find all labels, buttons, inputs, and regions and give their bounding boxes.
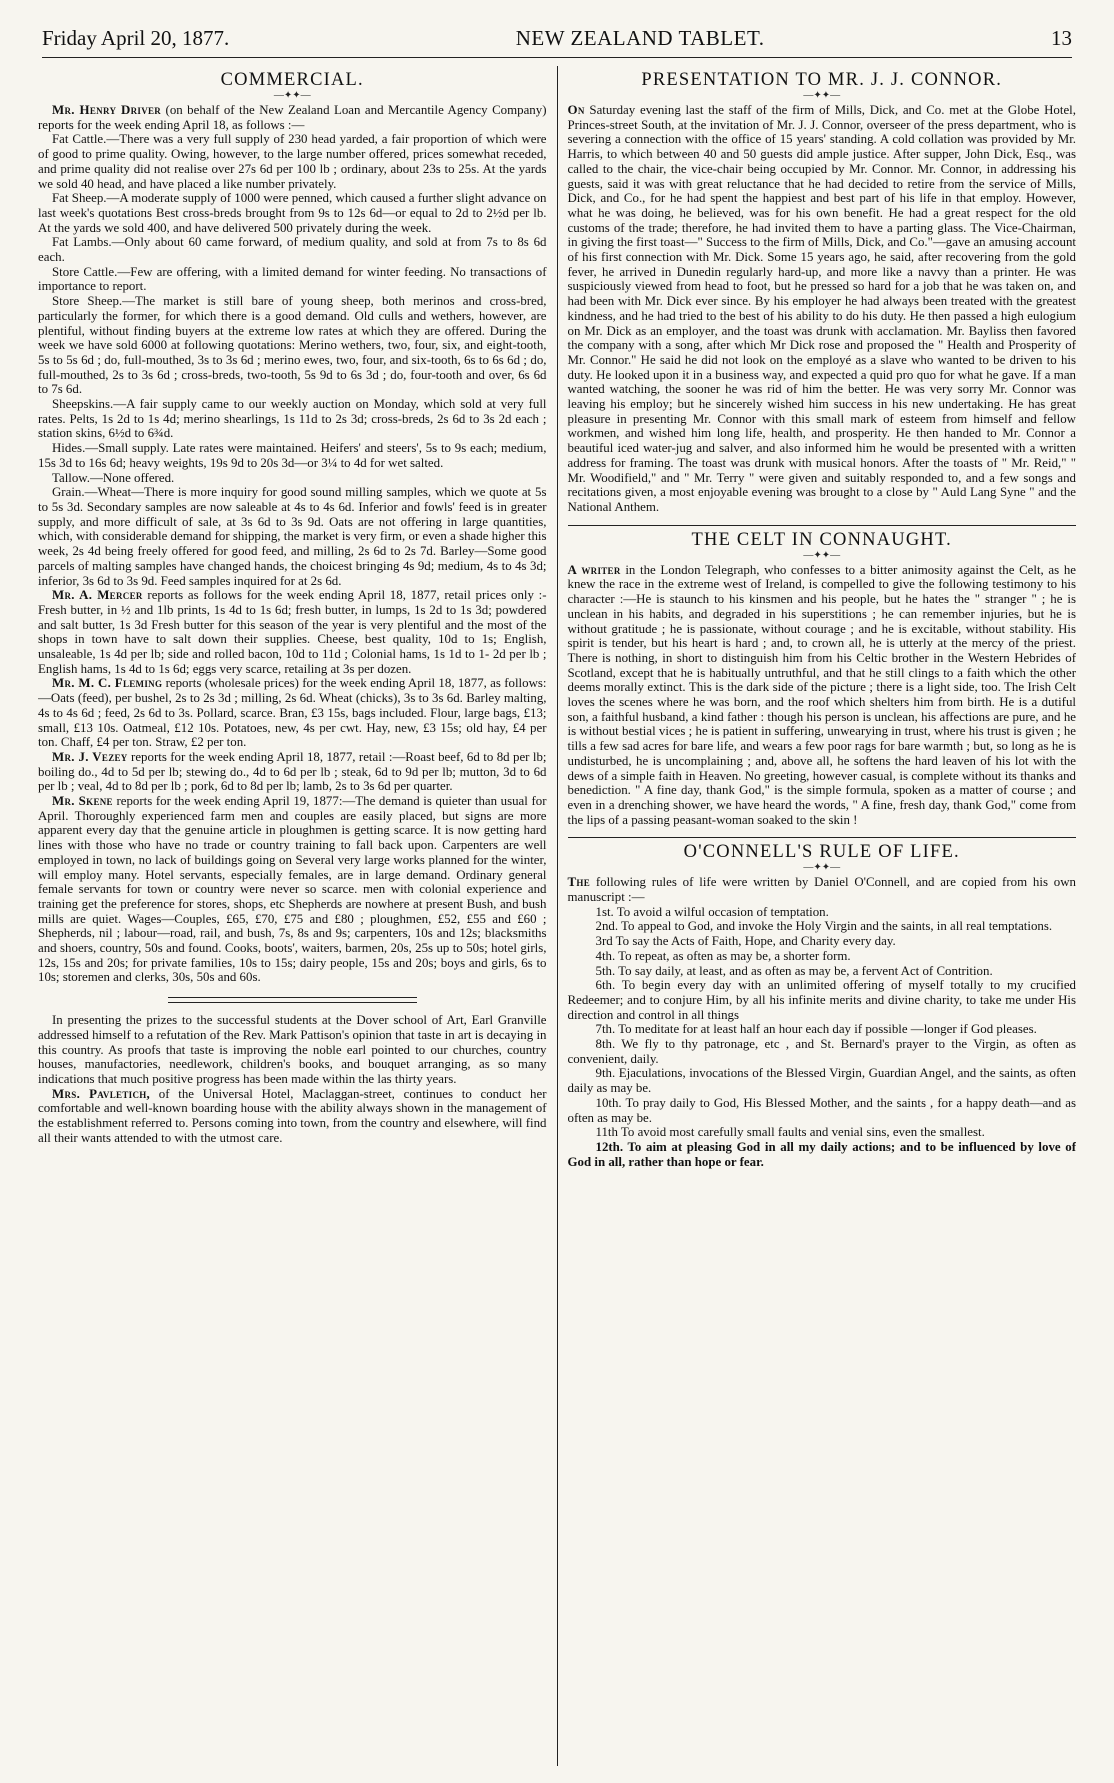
issue-date: Friday April 20, 1877. bbox=[42, 26, 230, 50]
commercial-paragraph bbox=[38, 397, 547, 441]
rule-item: 5th. To say daily, at least, and as often as may be, a fervent Act of Contrition. bbox=[595, 963, 993, 978]
rule-item: 10th. To pray daily to God, His Blessed Mother, and the saints , for a happy death—and as often as may be. bbox=[567, 1095, 1076, 1125]
paragraph-text: Store Sheep.—The market is still bare of young sheep, both merinos and cross-bred, particularly the former, for which there is a good demand. Old culls and wethers, however, are plentiful, without finding buyers at the extreme low rates at which they are offered. During the week we have sold 6000 at following quotations: Merino wethers, two, four, six, and eight-tooth, 5s to 5s 6d ; do, full-mouthed, 3s to 3s 6d ; merino ewes, two, four, and six-tooth, 6s to 6s 6d ; do, full-mouthed, 2s to 3s 6d ; cross-breds, two-tooth, 5s 9d to 6s 3d ; do, four-tooth and over, 6s 6d to 7s 6d. bbox=[38, 294, 547, 397]
rule-item: 4th. To repeat, as often as may be, a shorter form. bbox=[595, 948, 851, 963]
presentation-text: Saturday evening last the staff of the firm of Mills, Dick, and Co. met at the Globe Hotel, Princes-street South, at the invitation of Mr. J. J. Connor, overseer of the press department, who is severing a connection with the office of 15 years' standing. A cold collation was provided by Mr. Harris, to which between 40 and 50 guests did ample justice. After supper, John Dick, Esq., was called to the chair, the vice-chair being occupied by Mr. Connor. Mr. Connor, in addressing his guests, said it was with great reluctance that he had decided to retire from the service of Mills, Dick, and Co., for he had spent the happiest and best part of his life in that employ. However, what he was doing, he believed, was for his own benefit. He had a great respect for the old customs of the trade; therefore, he had invited them to have a parting glass. The Vice-Chairman, in giving the first toast—" Success to the firm of Mills, Dick, and Co."—gave an amusing account of his first connection with Mr. Dick. Some 15 years ago, he said, after recovering from the gold fever, he arrived in Dunedin regularly hard-up, and more like a navvy than a printer. He was suspiciously viewed from head to foot, but he pressed so hard for a job that he was taken on, and had been with Mr. Dick ever since. By his employer he had always been treated with the greatest kindness, and he had tried to the best of his ability to do his duty. He then passed a high eulogium on Mr. Dick as an employer, and the toast was drunk with acclamation. Mr. Bayliss then favored the company with a song, after which Mr Dick rose and proposed the " Health and Prosperity of Mr. Connor." He said he did not look on the employé as a slave who wanted to be driven to his duty. He looked upon it in a business way, and expected a quid pro quo for what he gave. If a man wanted watching, the sooner he was rid of him the better. He was very sorry Mr. Connor was leaving his employ; but he sincerely wished him success in his new undertaking. He has great pleasure in presenting Mr. Connor with this small mark of esteem from himself and fellow workmen, and wished him long life, health, and prosperity. He then handed to Mr. Connor a beautiful iced water-jug and salver, and also informed him he would be presented with a written address for framing. The toast was drunk with musical honors. After the toasts of " Mr. Reid," " Mr. Woodifield," and " Mr. Terry " were given and suitably responded to, and a few songs and recitations given, a most enjoyable evening was brought to a close by " Auld Lang Syne " and the National Anthem. bbox=[567, 103, 1076, 514]
commercial-paragraph bbox=[38, 103, 547, 132]
commercial-paragraph bbox=[38, 750, 547, 794]
section-rule bbox=[568, 525, 1077, 526]
commercial-body bbox=[38, 103, 547, 985]
heading-ornament: —✦✦— bbox=[273, 90, 311, 101]
pavletich-paragraph bbox=[38, 1087, 547, 1146]
pavletich-text: of the Universal Hotel, Maclaggan-street, continues to conduct her comfortable and well-known boarding house with the ability always shown in the management of the establishment referred to. Persons coming into town, from the country and elsewhere, will find all their wants attended to with the utmost care. bbox=[38, 1086, 547, 1145]
reporter-name: Mr. Skene bbox=[52, 794, 113, 809]
rule-item: 8th. We fly to thy patronage, etc , and St. Bernard's prayer to the Virgin, as often as convenient, daily. bbox=[567, 1037, 1076, 1066]
commercial-paragraph bbox=[38, 132, 547, 191]
right-column bbox=[558, 66, 1077, 1766]
paragraph-text: Sheepskins.—A fair supply came to our weekly auction on Monday, which sold at very full rates. Pelts, 1s 2d to 1s 4d; merino shearlings, 1s 11d to 2s 3d; cross-breds, 2s 6d to 3s 2d each ; station skins, 6½d to 6¾d. bbox=[38, 397, 547, 441]
commercial-paragraph bbox=[38, 294, 547, 397]
celt-text: in the London Telegraph, who confesses to a bitter animosity against the Celt, as he knew the race in the extreme west of Ireland, is compelled to give the following testimony to his character :—He is staunch to his kinsmen and his people, but he hates the " stranger " ; he is unclean in his habits, and degraded in his superstitions ; he can remember injuries, but he is without gratitude ; he is passionate, without courage ; and he is excitable, without stability. His spirit is tender, but his heart is hard ; and, to crown all, he is utterly at the mercy of the priest. There is nothing, in short to distinguish him from his Celtic brother in the Western Hebrides of Scotland, except that he is habitually untruthful, and that he still clings to a faith which the other deems morally extinct. This is the dark side of the picture ; there is a light side, too. The Irish Celt loves the scenes where he was born, and the roof which shelters him from birth. He is a dutiful son, a faithful husband, a kind father : though his person is unclean, his affections are pure, and he is without bestial vices ; he is patient in suffering, unwearying in trust, where his trust is given ; he tills a few sad acres for bare life, and wears a few poor rags for bare warmth ; but, so long as he is undisturbed, he is uncomplaining ; and, above all, he softens the hard leaven of his lot with the dews of a simple faith in Heaven. No greeting, however casual, is complete without its thanks and benediction. " A fine day, thank God," is the simple formula, spoken as a matter of course ; and even in a drenching shower, we have heard the words, " A fine, fresh day, thank God," come from the lips of a passing peasant-woman soaked to the skin ! bbox=[567, 562, 1076, 827]
rule-item: 11th To avoid most carefully small faults and venial sins, even the smallest. bbox=[595, 1125, 985, 1140]
oconnell-heading: O'CONNELL'S RULE OF LIFE. bbox=[683, 842, 960, 863]
paragraph-text: Fat Sheep.—A moderate supply of 1000 were penned, which caused a further slight advance on last week's quotations Best cross-breds brought from 9s to 12s 6d—or equal to 2d to 2½d per lb. At the yards we sold 400, and have delivered 500 privately during the week. bbox=[38, 191, 547, 235]
celt-lead: A writer bbox=[567, 562, 621, 577]
commercial-paragraph bbox=[38, 588, 547, 676]
oconnell-rules bbox=[568, 905, 1077, 1170]
rule-item: 6th. To begin every day with an unlimited offering of myself totally to my crucified Redeemer; and to conjure Him, by all his infinite merits and divine charity, to take me under His direction and control in all things bbox=[567, 978, 1076, 1022]
publication-title: NEW ZEALAND TABLET. bbox=[515, 26, 765, 50]
paragraph-text: (on behalf of the New Zealand Loan and Mercantile Agency Company) reports for the week ending April 18, as follows :— bbox=[38, 103, 547, 132]
commercial-paragraph bbox=[38, 265, 547, 294]
oconnell-intro bbox=[568, 875, 1077, 904]
paragraph-text: Tallow.—None offered. bbox=[52, 470, 175, 485]
section-rule bbox=[568, 837, 1077, 838]
presentation-lead: On bbox=[567, 103, 585, 117]
double-rule bbox=[168, 997, 417, 1003]
commercial-paragraph bbox=[38, 485, 547, 588]
paragraph-text: Fat Lambs.—Only about 60 came forward, of medium quality, and sold at from 7s to 8s 6d each. bbox=[38, 235, 547, 265]
commercial-paragraph bbox=[38, 676, 547, 750]
celt-heading: THE CELT IN CONNAUGHT. bbox=[691, 529, 952, 550]
rule-item: 2nd. To appeal to God, and invoke the Holy Virgin and the saints, in all real temptations. bbox=[595, 919, 1053, 934]
paragraph-text: Grain.—Wheat—There is more inquiry for good sound milling samples, which we quote at 5s to 5s 3d. Secondary samples are now saleable at 4s to 4s 6d. Inferior and fowls' feed is in greater supply, and more difficult of sale, at 3s 6d to 3s 9d. Oats are not offering in large quantities, which, with considerable demand for shipping, the market is very firm, or even a shade higher this week, 2s 4d being freely offered for good feed, and milling, 2s 6d to 2s 7d. Barley—Some good parcels of malting samples have changed hands, the choicest bringing 4s 9d; medium, 4s to 4s 3d; inferior, 3s 6d to 3s 9d. Feed samples inquired for at 2s 6d. bbox=[38, 485, 547, 588]
paragraph-text: Hides.—Small supply. Late rates were maintained. Heifers' and steers', 5s to 9s each; medium, 15s 3d to 16s 6d; heavy weights, 19s 9d to 20s 3d—or 3¼ to 4d for wet salted. bbox=[38, 441, 547, 470]
rule-item: 12th. To aim at pleasing God in all my daily actions; and to be influenced by love of God in all, rather than hope or fear. bbox=[567, 1140, 1076, 1169]
commercial-paragraph bbox=[38, 471, 547, 486]
paragraph-text: Fat Cattle.—There was a very full supply of 230 head yarded, a fair proportion of which were of good to prime quality. Owing, however, to the large number offered, prices somewhat receded, and prime quality did not realise over 27s 6d per 100 lb ; ordinary, about 23s to 25s. At the yards we sold 40 head, and have placed a like number privately. bbox=[38, 132, 547, 191]
reporter-name: Mr. J. Vezey bbox=[52, 749, 128, 764]
heading-ornament: —✦✦— bbox=[803, 90, 841, 101]
rule-item: 1st. To avoid a wilful occasion of temptation. bbox=[595, 904, 829, 919]
paragraph-text: Store Cattle.—Few are offering, with a limited demand for winter feeding. No transactions of importance to report. bbox=[38, 264, 547, 294]
oconnell-lead: The bbox=[567, 875, 591, 890]
commercial-paragraph bbox=[38, 235, 547, 264]
reporter-name: Mr. M. C. Fleming bbox=[52, 676, 163, 691]
celt-article bbox=[568, 563, 1077, 828]
paragraph-text: reports (wholesale prices) for the week ending April 18, 1877, as follows:—Oats (feed), per bushel, 2s to 2s 3d ; milling, 2s 6d. Wheat (chicks), 3s to 3s 6d. Barley malting, 4s to 4s 6d ; feed, 2s 6d to 3s. Pollard, scarce. Bran, £3 15s, bags included. Flour, large bags, £13; small, £13 10s. Oatmeal, £12 10s. Potatoes, new, 4s per cwt. Hay, new, £3 15s; old hay, £4 per ton. Chaff, £4 per ton. Straw, £2 per ton. bbox=[38, 676, 547, 750]
commercial-paragraph bbox=[38, 441, 547, 470]
commercial-paragraph bbox=[38, 794, 547, 985]
art-paragraph: In presenting the prizes to the successful students at the Dover school of Art, Earl Granville addressed himself to a refutation of the Rev. Mark Pattison's opinion that taste in art is decaying in this country. As proofs that taste is improving the noble earl pointed to our churches, country houses, manufactories, needlework, children's books, and bouquet arranging, as so many indications that much positive progress has been made within the las thirty years. bbox=[38, 1013, 547, 1086]
masthead bbox=[42, 26, 1072, 58]
paragraph-text: reports as follows for the week ending April 18, 1877, retail prices only :- Fresh butter, in ½ and 1lb prints, 1s 4d to 1s 6d; fresh butter, in lumps, 1s 2d to 1s 3d; powdered and salt butter, 1s 3d Fresh butter for this season of the year is very plentiful and the most of the shops in town have to salt down their supplies. Cheese, best quality, 10d to 1s; English, unsaleable, 1s 4d per lb; side and rolled bacon, 10d to 11d ; Colonial hams, 1s 1d to 1- 2d per lb ; English hams, 1s 4d to 1s 6d; eggs very scarce, retailing at 3s per dozen. bbox=[38, 588, 547, 676]
presentation-article bbox=[568, 103, 1077, 515]
commercial-paragraph bbox=[38, 191, 547, 235]
commercial-heading: COMMERCIAL. bbox=[220, 70, 364, 90]
heading-ornament: —✦✦— bbox=[803, 549, 841, 561]
oconnell-intro-text: following rules of life were written by Daniel O'Connell, and are copied from his own manuscript :— bbox=[567, 875, 1076, 905]
paragraph-text: reports for the week ending April 19, 1877:—The demand is quieter than usual for April. Thoroughly experienced farm men and couples are easily placed, but signs are more apparent every day that the genuine article in ploughmen is getting scarce. It is now getting hard lines with those who have no trade or country training to fall back upon. Carpenters are well employed in town, no lack of buildings going on Several very large works planned for the winter, will employ many. Hotel servants, especially females, are in large demand. Ordinary general female servants for town or country were never so scarce. men with colonial experience and training get the preference for stores, shops, etc Shepherds are nowhere at present Bush, and bush mills are quiet. Wages—Couples, £65, £70, £75 and £80 ; ploughmen, £52, £55 and £60 ; Shepherds, nil ; labour—road, rail, and bush, 7s, 8s and 9s; carpenters, 10s and 12s; blacksmiths and shoers, country, 50s and found. Cooks, boots', waiters, barmen, 20s, 25s up to 50s; hotel girls, 12s, 15s and 20s; for private families, 10s to 15s; dairy people, 15s and 20s; boys and girls, 6s to 10s; storemen and clerks, 30s, 50s and 60s. bbox=[38, 794, 547, 985]
paragraph-text: reports for the week ending April 18, 1877, retail :—Roast beef, 6d to 8d per lb; boiling do., 4d to 5d per lb; stewing do., 4d to 6d per lb ; steak, 6d to 9d per lb; mutton, 3d to 6d per lb ; veal, 4d to 8d per lb ; pork, 6d to 8d per lb; lamb, 2s to 3s 6d per quarter. bbox=[38, 749, 547, 794]
reporter-name: Mr. Henry Driver bbox=[52, 103, 162, 117]
page-number: 13 bbox=[1050, 26, 1072, 50]
heading-ornament: —✦✦— bbox=[803, 862, 841, 874]
rule-item: 3rd To say the Acts of Faith, Hope, and Charity every day. bbox=[595, 934, 896, 949]
pavletich-lead: Mrs. Pavletich, bbox=[52, 1086, 151, 1101]
reporter-name: Mr. A. Mercer bbox=[52, 588, 143, 603]
columns bbox=[38, 66, 1076, 1766]
presentation-heading: PRESENTATION TO MR. J. J. CONNOR. bbox=[641, 70, 1003, 90]
left-column bbox=[38, 66, 557, 1766]
rule-item: 9th. Ejaculations, invocations of the Blessed Virgin, Guardian Angel, and the saints, as often daily as may be. bbox=[567, 1066, 1076, 1096]
rule-item: 7th. To meditate for at least half an hour each day if possible —longer if God pleases. bbox=[595, 1022, 1037, 1037]
